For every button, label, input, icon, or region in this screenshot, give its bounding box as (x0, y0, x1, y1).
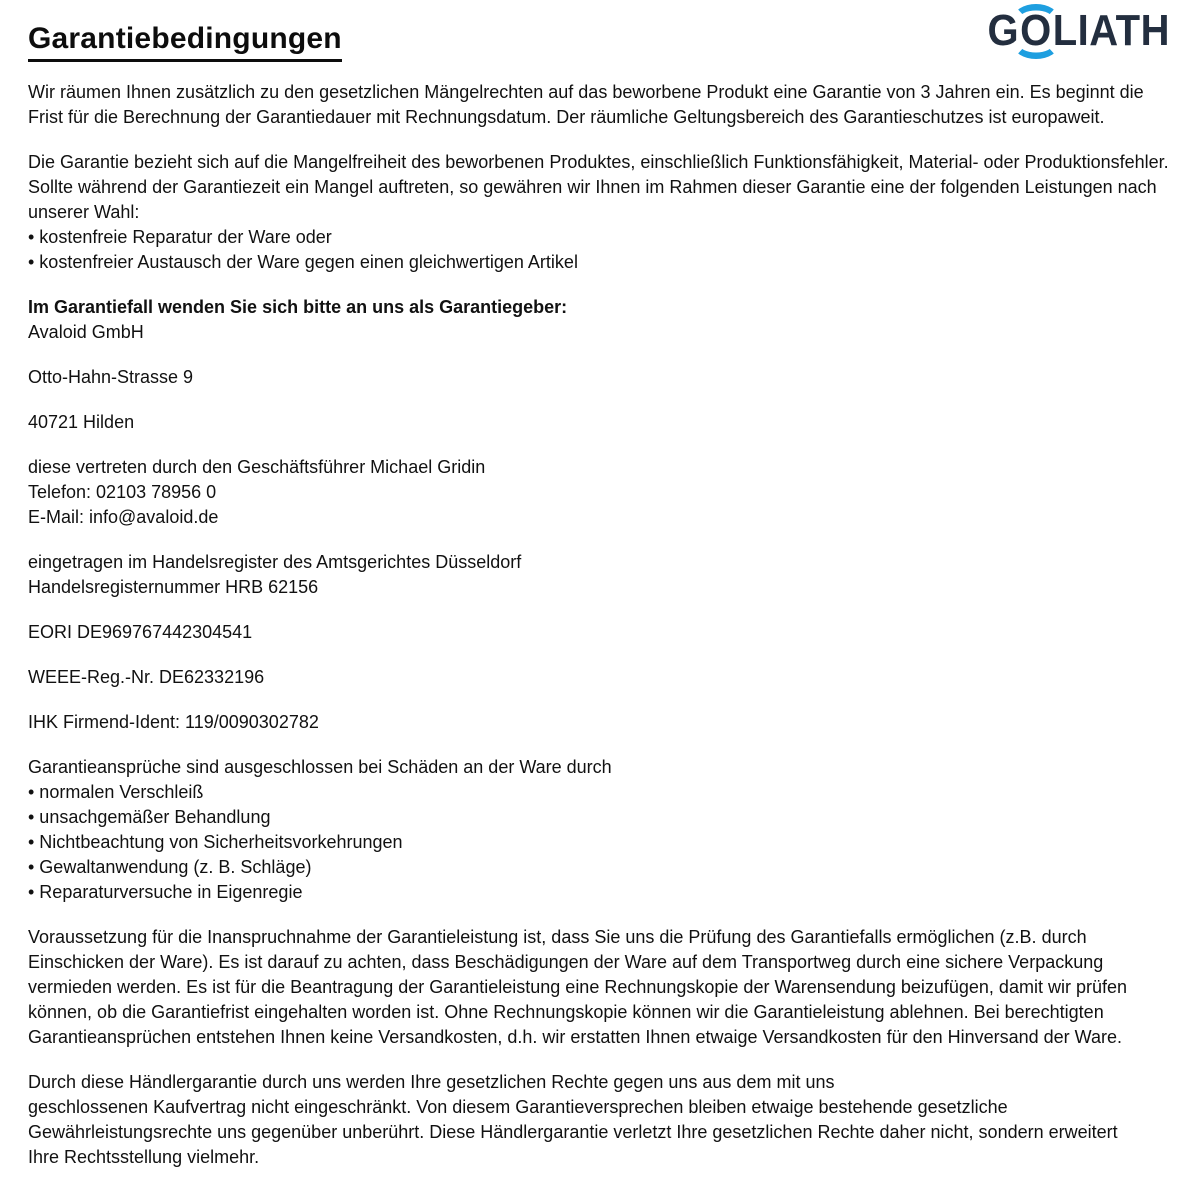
guarantor-company: Avaloid GmbH (28, 322, 144, 342)
exclusion-bullet: • unsachgemäßer Behandlung (28, 807, 271, 827)
goliath-logo (987, 7, 1170, 55)
intro-text: Wir räumen Ihnen zusätzlich zu den gesetzlichen Mängelrechten auf das beworbene Produkt eine Garantie von 3 Jahren ein. Es beginnt die Frist für die Berechnung der Garantiedauer mit Rechnungsdatum. Der räumliche Geltungsbereich des Garantieschutzes ist europaweit. (28, 82, 1144, 127)
guarantor-city: 40721 Hilden (28, 412, 135, 432)
legal-line: geschlossenen Kaufvertrag nicht eingeschränkt. Von diesem Garantieversprechen bleiben etwaige bestehende gesetzliche (28, 1097, 1008, 1117)
exclusions-intro: Garantieansprüche sind ausgeschlossen bei Schäden an der Ware durch (28, 757, 612, 777)
guarantor-street-block (28, 365, 1172, 390)
exclusion-bullet: • Gewaltanwendung (z. B. Schläge) (28, 857, 312, 877)
eori-block (28, 620, 1172, 645)
weee-block (28, 665, 1172, 690)
legal-line: Durch diese Händlergarantie durch uns werden Ihre gesetzlichen Rechte gegen uns aus dem mit uns (28, 1072, 835, 1092)
scope-bullet: • kostenfreie Reparatur der Ware oder (28, 227, 332, 247)
scope-bullet: • kostenfreier Austausch der Ware gegen einen gleichwertigen Artikel (28, 252, 578, 272)
guarantor-heading-block (28, 295, 1172, 345)
scope-paragraph (28, 150, 1172, 275)
legal-line: Gewährleistungsrechte uns gegenüber unberührt. Diese Händlergarantie verletzt Ihre gesetzlichen Rechte daher nicht, sondern erweitert (28, 1122, 1118, 1142)
conditions-text: Voraussetzung für die Inanspruchnahme der Garantieleistung ist, dass Sie uns die Prüfung des Garantiefalls ermöglichen (z.B. durch Einschicken der Ware). Es ist darauf zu achten, dass Beschädigungen der Ware auf dem Transportweg durch eine sichere Verpackung vermieden werden. Es ist für die Beantragung der Garantieleistung eine Rechnungskopie der Warensendung beizufügen, damit wir prüfen können, ob die Garantiefrist eingehalten worden ist. Ohne Rechnungskopie können wir die Garantieleistung ablehnen. Bei berechtigten Garantieansprüchen entstehen Ihnen keine Versandkosten, d.h. wir erstatten Ihnen etwaige Versandkosten für den Hinversand der Ware. (28, 927, 1127, 1047)
conditions-paragraph (28, 925, 1172, 1050)
scope-text: Die Garantie bezieht sich auf die Mangelfreiheit des beworbenen Produktes, einschließlich Funktionsfähigkeit, Material- oder Produktionsfehler. Sollte während der Garantiezeit ein Mangel auftreten, so gewähren wir Ihnen im Rahmen dieser Garantie eine der folgenden Leistungen nach unserer Wahl: (28, 152, 1169, 222)
ihk-block (28, 710, 1172, 735)
exclusion-bullet: • normalen Verschleiß (28, 782, 204, 802)
legal-paragraph (28, 1070, 1172, 1170)
logo-letter-g: G (987, 7, 1020, 55)
document-header (28, 7, 1172, 62)
exclusion-bullet: • Nichtbeachtung von Sicherheitsvorkehrungen (28, 832, 403, 852)
logo-o-with-arcs (1019, 7, 1053, 55)
guarantor-city-block (28, 410, 1172, 435)
guarantor-phone: Telefon: 02103 78956 0 (28, 482, 217, 502)
exclusion-bullet: • Reparaturversuche in Eigenregie (28, 882, 303, 902)
guarantor-street: Otto-Hahn-Strasse 9 (28, 367, 194, 387)
weee-number: WEEE-Reg.-Nr. DE62332196 (28, 667, 265, 687)
guarantor-heading: Im Garantiefall wenden Sie sich bitte an uns als Garantiegeber: (28, 297, 568, 317)
register-court: eingetragen im Handelsregister des Amtsgerichtes Düsseldorf (28, 552, 522, 572)
legal-line: Ihre Rechtsstellung vielmehr. (28, 1147, 260, 1167)
page-title: Garantiebedingungen (28, 22, 342, 62)
guarantor-contact-block (28, 455, 1172, 530)
intro-paragraph (28, 80, 1172, 130)
ihk-number: IHK Firmend-Ident: 119/0090302782 (28, 712, 319, 732)
guarantor-representative: diese vertreten durch den Geschäftsführer Michael Gridin (28, 457, 486, 477)
eori-number: EORI DE969767442304541 (28, 622, 253, 642)
exclusions-block (28, 755, 1172, 905)
guarantor-email: E-Mail: info@avaloid.de (28, 507, 219, 527)
logo-letters-liath: LIATH (1052, 7, 1170, 55)
register-number: Handelsregisternummer HRB 62156 (28, 577, 319, 597)
logo-letter-o: O (1020, 7, 1052, 55)
register-block (28, 550, 1172, 600)
